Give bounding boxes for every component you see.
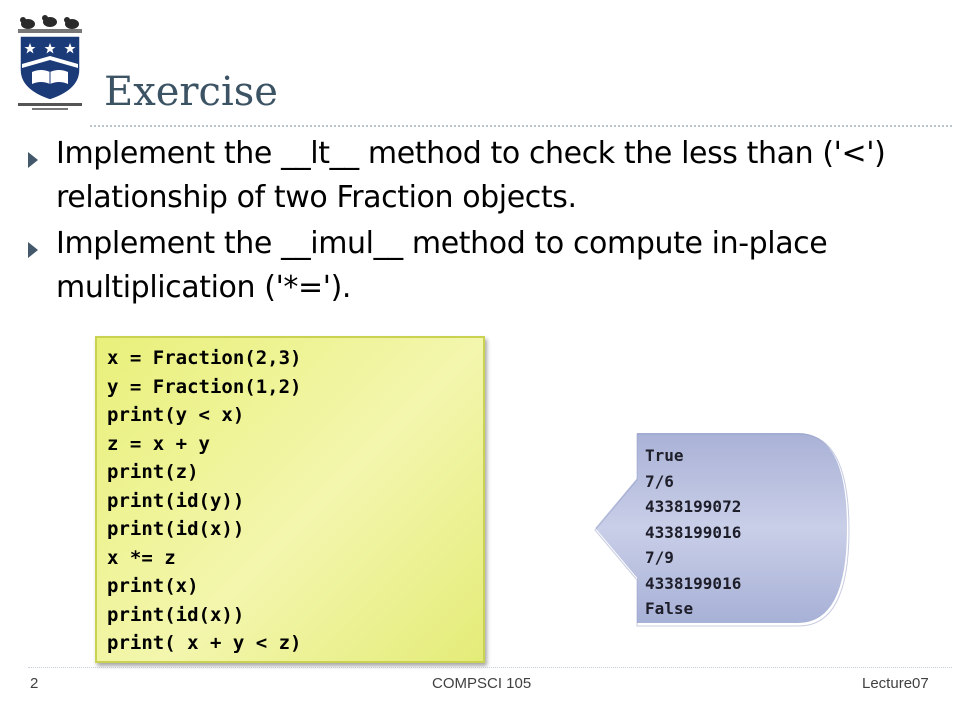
code-line: print(id(x)) <box>107 603 245 626</box>
code-line: z = x + y <box>107 432 210 455</box>
code-line: print(y < x) <box>107 404 245 426</box>
code-line: x *= z <box>107 546 176 569</box>
lecture-label: Lecture07 <box>862 675 929 692</box>
footer-divider <box>28 667 952 668</box>
code-block <box>95 336 485 663</box>
university-logo-icon <box>14 12 86 112</box>
code-line: print(id(x)) <box>107 518 245 540</box>
output-line: 4338199016 <box>645 573 742 593</box>
output-line: 7/9 <box>645 548 674 567</box>
code-line: x = Fraction(2,3) <box>107 347 302 369</box>
code-line: print( x + y < z) <box>107 632 302 654</box>
course-name: COMPSCI 105 <box>432 675 532 692</box>
output-line: 4338199016 <box>645 522 742 542</box>
code-line: print(z) <box>107 461 199 483</box>
bullet-text: Implement the __imul__ method to compute in-place multiplication ('*='). <box>56 226 828 305</box>
code-line: print(id(y)) <box>107 489 245 512</box>
page-number: 2 <box>30 675 39 692</box>
bullet-list <box>28 132 948 312</box>
output-line: True <box>645 446 684 465</box>
bullet-text: Implement the __lt__ method to check the less than ('<') relationship of two Fraction objects. <box>56 136 886 215</box>
bullet-arrow-icon <box>28 242 38 258</box>
output-line: 7/6 <box>645 471 674 491</box>
slide-title: Exercise <box>104 69 278 115</box>
code-line: print(x) <box>107 575 199 597</box>
bullet-arrow-icon <box>28 152 38 168</box>
output-line: False <box>645 599 694 618</box>
bullet-item <box>28 222 948 310</box>
bullet-item <box>28 132 948 220</box>
program-output <box>645 443 741 622</box>
output-line: 4338199072 <box>645 497 742 516</box>
title-divider <box>90 125 952 127</box>
code-line: y = Fraction(1,2) <box>107 375 302 398</box>
